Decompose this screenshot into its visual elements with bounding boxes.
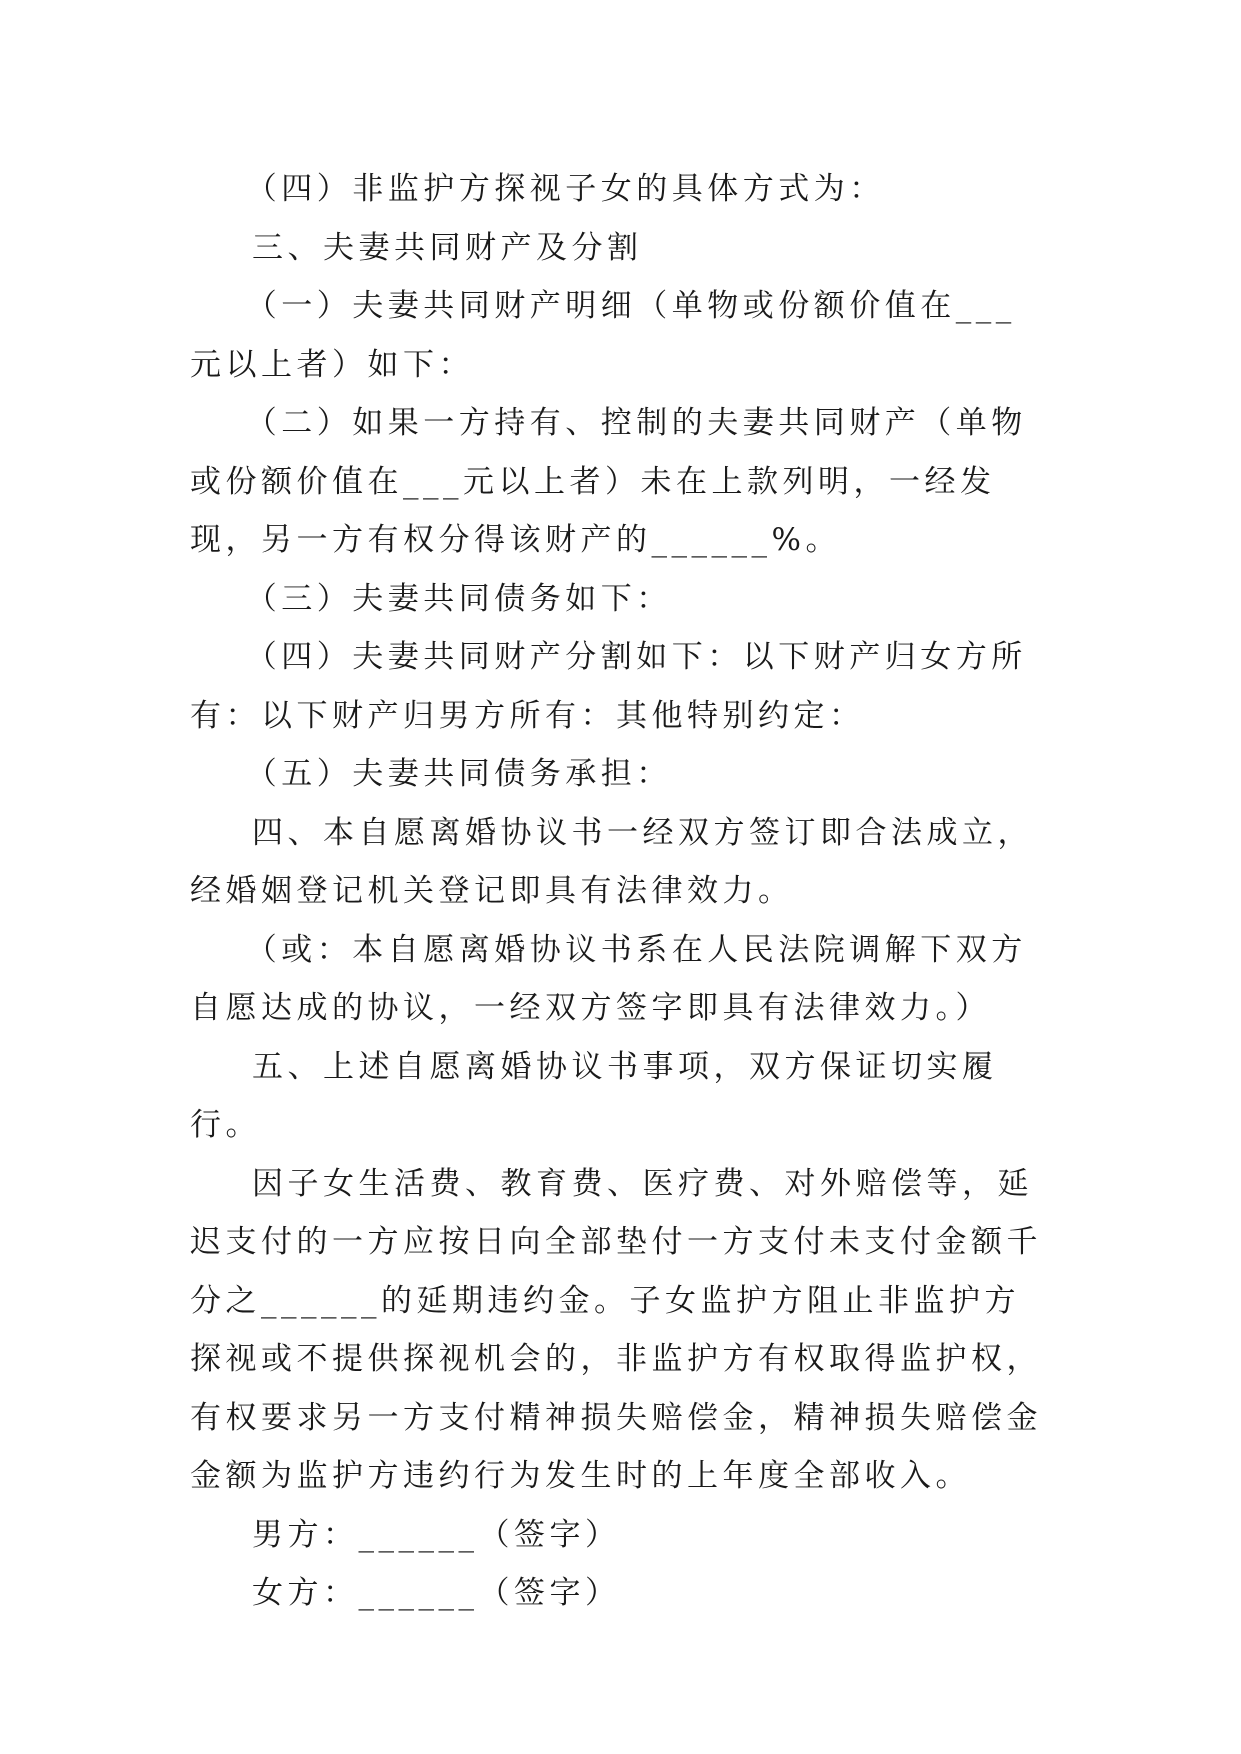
paragraph-debt-bearing: （五）夫妻共同债务承担： — [245, 756, 672, 792]
paragraph-undisclosed-property: （二）如果一方持有、控制的夫妻共同财产（单物或份额价值在___元以上者）未在上款列明，一经发现，另一方有权分得该财产的______%。 — [190, 405, 1027, 558]
paragraph-visitation-method: （四）非监护方探视子女的具体方式为： — [245, 171, 885, 207]
paragraph-penalty-clause: 因子女生活费、教育费、医疗费、对外赔偿等，延迟支付的一方应按日向全部垫付一方支付未支付金额千分之______的延期违约金。子女监护方阻止非监护方探视或不提供探视机会的，非监护方有权取得监护权，有权要求另一方支付精神损失赔偿金，精神损失赔偿金金额为监护方违约行为发生时的上年度全部收入。 — [190, 1165, 1042, 1494]
signature-line-female: 女方：______（签字） — [252, 1575, 621, 1611]
document-body — [190, 160, 1050, 1623]
paragraph-agreement-effect: 四、本自愿离婚协议书一经双方签订即合法成立，经婚姻登记机关登记即具有法律效力。 — [190, 814, 1033, 909]
signature-line-male: 男方：______（签字） — [252, 1516, 621, 1553]
paragraph-court-mediation: （或：本自愿离婚协议书系在人民法院调解下双方自愿达成的协议，一经双方签字即具有法律效力。） — [190, 931, 1027, 1026]
paragraph-performance-guarantee: 五、上述自愿离婚协议书事项，双方保证切实履行。 — [190, 1048, 998, 1143]
paragraph-property-division: （四）夫妻共同财产分割如下：以下财产归女方所有：以下财产归男方所有：其他特别约定： — [190, 639, 1027, 734]
paragraph-joint-debts: （三）夫妻共同债务如下： — [245, 580, 672, 617]
paragraph-property-list: （一）夫妻共同财产明细（单物或份额价值在___元以上者）如下： — [190, 288, 1016, 383]
heading-joint-property: 三、夫妻共同财产及分割 — [252, 229, 643, 266]
